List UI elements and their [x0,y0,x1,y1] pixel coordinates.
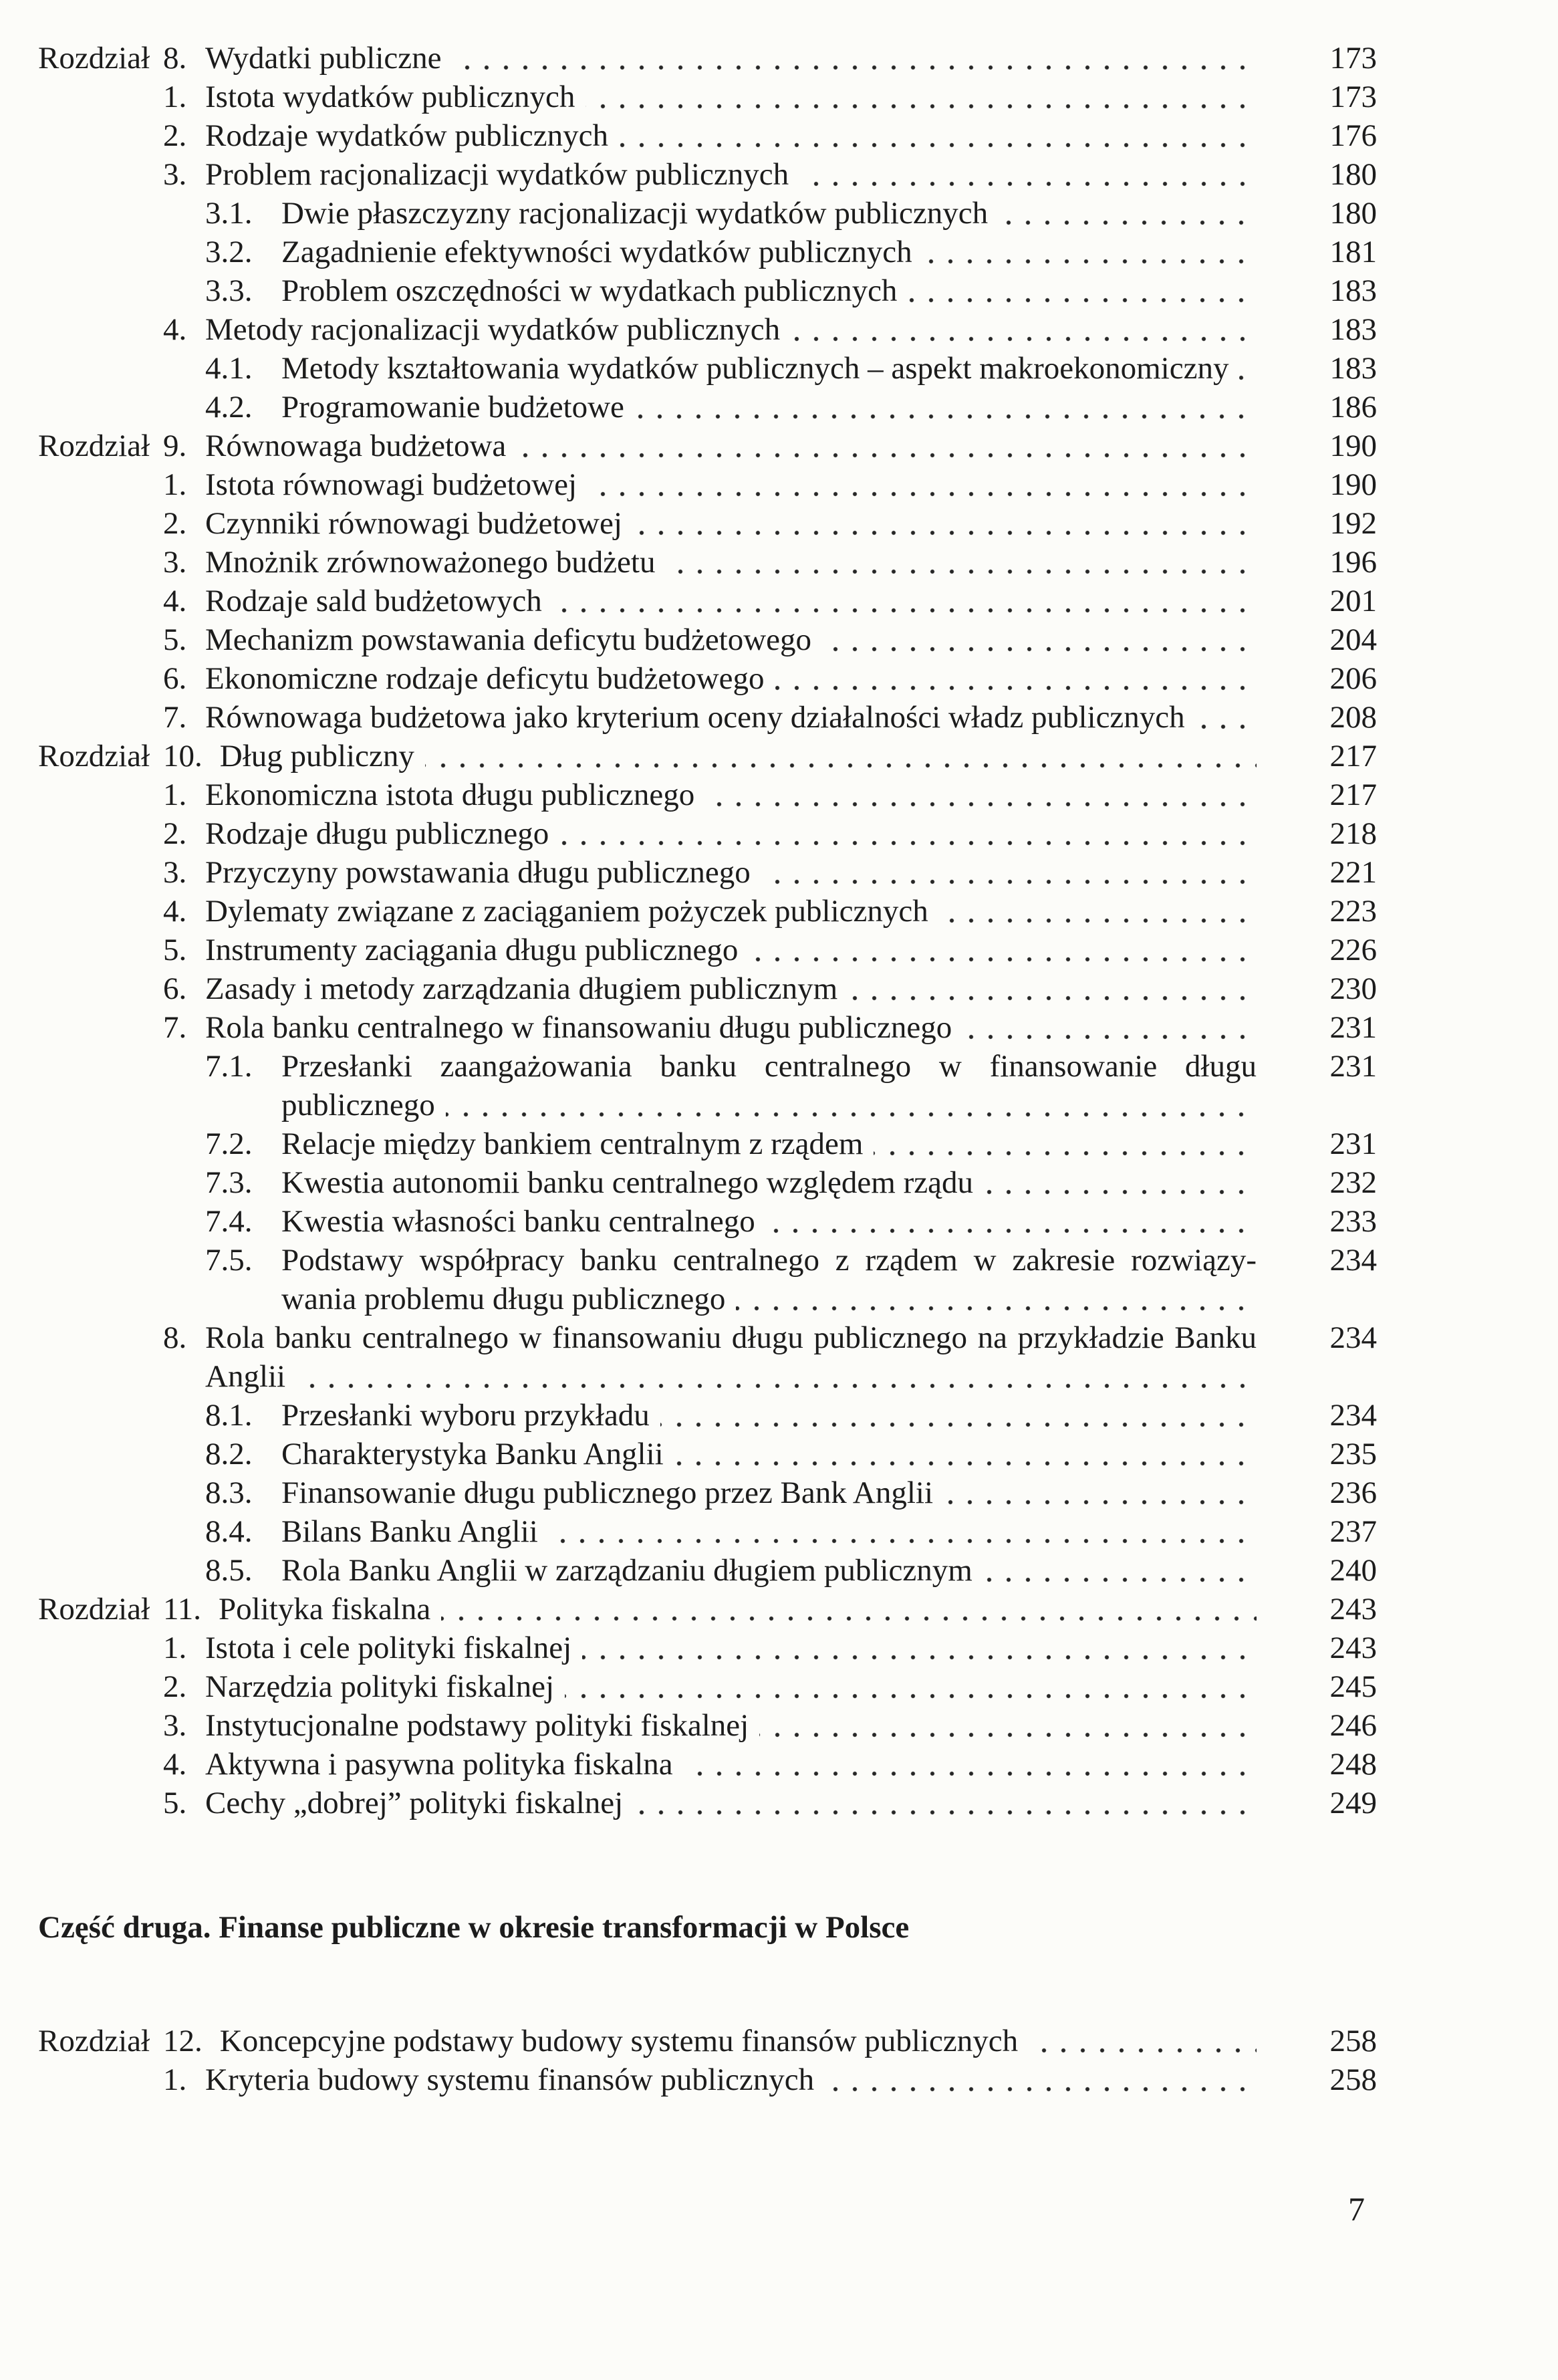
entry-page: 186 [1329,390,1377,425]
entry-number: 7.3. [205,1165,253,1200]
toc-entry [38,1590,1377,1629]
entry-title-block [205,1706,1257,1745]
entry-page: 173 [1329,80,1377,114]
entry-title-block [281,1124,1257,1163]
entry-title-block [205,582,1257,620]
entry-number: 10. [163,739,203,774]
entry-title-block [205,698,1257,737]
entry-title-block [219,1590,1257,1629]
toc-entry [38,504,1377,543]
toc-entry [38,2022,1377,2060]
entry-title: Zasady i metody zarządzania długiem publicznym [205,967,848,1014]
entry-title: Rola banku centralnego w finansowaniu długu publicznego na przykładzie Banku Anglii [205,1316,1257,1402]
chapter-label: Rozdział [38,2024,150,2058]
toc-entry [38,892,1377,931]
entry-title-block [220,737,1257,776]
entry-page: 245 [1329,1669,1377,1704]
entry-title-block [281,1512,1257,1551]
toc-entry [38,969,1377,1008]
entry-title-block [281,1396,1257,1435]
chapter-label: Rozdział [38,41,150,76]
entry-number: 1. [163,2062,187,2097]
entry-page: 236 [1329,1475,1377,1510]
entry-page: 180 [1329,157,1377,192]
toc-entry [38,1551,1377,1590]
entry-title: Dług publiczny [220,735,425,782]
entry-number: 1. [163,778,187,812]
toc-entry [38,349,1377,388]
entry-title: Metody kształtowania wydatków publicznych – aspekt makroekonomiczny [281,347,1239,394]
toc-entry [38,1318,1377,1396]
toc-entry [38,78,1377,116]
toc-entry [38,427,1377,465]
entry-page: 196 [1329,545,1377,580]
entry-title-block [205,1008,1257,1047]
entry-title: Problem oszczędności w wydatkach publicznych [281,269,908,316]
entry-title-block [281,194,1257,233]
entry-page: 234 [1329,1243,1377,1278]
chapter-label: Rozdział [38,739,150,774]
entry-title: Narzędzia polityki fiskalnej [205,1665,565,1712]
entry-page: 201 [1329,584,1377,618]
entry-page: 243 [1329,1631,1377,1665]
entry-page: 180 [1329,196,1377,231]
entry-page: 235 [1329,1437,1377,1471]
entry-page: 183 [1329,312,1377,347]
entry-number: 6. [163,971,187,1006]
entry-number: 4. [163,1747,187,1782]
toc-entry [38,1396,1377,1435]
entry-page: 231 [1329,1010,1377,1045]
page-number: 7 [1348,2190,1365,2228]
entry-title: Problem racjonalizacji wydatków publicznych [205,153,799,200]
entry-title: Dylematy związane z zaciąganiem pożyczek publicznych [205,890,939,937]
entry-title: Wydatki publiczne [205,37,452,84]
toc-entry [38,543,1377,582]
toc-entry [38,776,1377,814]
entry-page: 233 [1329,1204,1377,1239]
entry-title-block [205,1784,1257,1822]
entry-page: 231 [1329,1126,1377,1161]
entry-number: 8.2. [205,1437,253,1471]
toc-entry [38,582,1377,620]
entry-title-block [205,155,1257,194]
entry-title-block [205,814,1257,853]
entry-title-block [205,1318,1257,1396]
entry-number: 3.2. [205,235,253,269]
entry-number: 11. [163,1592,202,1627]
entry-title: Istota równowagi budżetowej [205,463,588,510]
toc-entry [38,1047,1377,1124]
entry-number: 3. [163,1708,187,1743]
entry-number: 8.3. [205,1475,253,1510]
toc-entry [38,659,1377,698]
entry-number: 6. [163,661,187,696]
entry-number: 3. [163,855,187,890]
entry-title-block [205,116,1257,155]
entry-title-block [220,2022,1257,2060]
entry-number: 7. [163,700,187,735]
toc-entry [38,116,1377,155]
entry-title-block [205,969,1257,1008]
toc-entry [38,1784,1377,1822]
entry-title: Rola banku centralnego w finansowaniu długu publicznego [205,1006,962,1053]
entry-title: Przesłanki zaangażowania banku centralnego w finansowanie długu publicznego [281,1045,1257,1130]
entry-title-block [205,620,1257,659]
entry-title-block [281,233,1257,271]
entry-number: 8.5. [205,1553,253,1588]
entry-title-block [205,931,1257,969]
entry-page: 234 [1329,1320,1377,1355]
entry-number: 8. [163,1320,187,1355]
entry-number: 4.1. [205,351,253,386]
entry-title-block [205,504,1257,543]
entry-title-block [281,388,1257,427]
entry-number: 7.1. [205,1049,253,1084]
toc-entry [38,1435,1377,1473]
entry-number: 8.4. [205,1514,253,1549]
entry-number: 5. [163,933,187,967]
entry-page: 206 [1329,661,1377,696]
toc-entry [38,1202,1377,1241]
entry-title: Dwie płaszczyzny racjonalizacji wydatków publicznych [281,192,999,239]
entry-title: Czynniki równowagi budżetowej [205,502,633,549]
entry-page: 218 [1329,816,1377,851]
toc-entry [38,698,1377,737]
entry-title: Cechy „dobrej” polityki fiskalnej [205,1782,634,1828]
entry-title: Polityka fiskalna [219,1588,441,1635]
entry-title: Równowaga budżetowa [205,425,517,471]
entry-page: 192 [1329,506,1377,541]
toc-entry [38,2060,1377,2099]
entry-title: Przyczyny powstawania długu publicznego [205,851,761,898]
entry-title: Instytucjonalne podstawy polityki fiskalnej [205,1704,759,1751]
entry-page: 231 [1329,1049,1377,1084]
entry-title: Kwestia autonomii banku centralnego względem rządu [281,1161,984,1208]
toc-entry [38,1512,1377,1551]
entry-page: 248 [1329,1747,1377,1782]
entry-page: 221 [1329,855,1377,890]
entry-page: 230 [1329,971,1377,1006]
toc-entry [38,233,1377,271]
entry-number: 7.4. [205,1204,253,1239]
entry-title: Programowanie budżetowe [281,386,635,433]
toc-entry [38,1667,1377,1706]
entry-title-block [205,892,1257,931]
entry-number: 1. [163,467,187,502]
entry-title-block [205,465,1257,504]
entry-page: 258 [1329,2024,1377,2058]
entry-title-block [281,1241,1257,1318]
entry-number: 1. [163,80,187,114]
entry-title: Zagadnienie efektywności wydatków publicznych [281,231,923,277]
entry-title: Koncepcyjne podstawy budowy systemu finansów publicznych [220,2020,1029,2066]
entry-number: 5. [163,622,187,657]
toc-entry [38,1629,1377,1667]
entry-page: 240 [1329,1553,1377,1588]
entry-page: 249 [1329,1786,1377,1820]
entry-title-block [205,659,1257,698]
toc-entry [38,1008,1377,1047]
entry-page: 183 [1329,273,1377,308]
entry-title-block [281,271,1257,310]
toc-entry [38,310,1377,349]
entry-title-block [281,1202,1257,1241]
entry-title-block [205,310,1257,349]
entry-page: 190 [1329,429,1377,463]
entry-title: Kryteria budowy systemu finansów publicznych [205,2058,825,2105]
entry-number: 3. [163,157,187,192]
entry-number: 2. [163,506,187,541]
entry-number: 5. [163,1786,187,1820]
entry-title-block [205,2060,1257,2099]
entry-number: 9. [163,429,187,463]
toc-entry [38,1706,1377,1745]
toc-entry [38,931,1377,969]
entry-title-block [205,39,1257,78]
entry-number: 7.2. [205,1126,253,1161]
toc-entry [38,271,1377,310]
entry-number: 8.1. [205,1398,253,1433]
entry-title-block [281,1473,1257,1512]
entry-number: 3. [163,545,187,580]
entry-number: 7. [163,1010,187,1045]
entry-title: Ekonomiczna istota długu publicznego [205,774,705,820]
entry-page: 243 [1329,1592,1377,1627]
toc-entry [38,620,1377,659]
toc-entry [38,853,1377,892]
toc-entry [38,1124,1377,1163]
toc-entry [38,465,1377,504]
entry-page: 204 [1329,622,1377,657]
entry-title: Rodzaje wydatków publicznych [205,114,619,161]
toc-entry [38,155,1377,194]
entry-title: Mechanizm powstawania deficytu budżetowego [205,618,822,665]
entry-title: Równowaga budżetowa jako kryterium oceny działalności władz publicznych [205,696,1196,743]
entry-number: 3.3. [205,273,253,308]
entry-page: 173 [1329,41,1377,76]
entry-title: Mnożnik zrównoważonego budżetu [205,541,666,588]
entry-title: Charakterystyka Banku Anglii [281,1433,674,1479]
entry-page: 181 [1329,235,1377,269]
toc-part-2 [38,2022,1377,2099]
entry-title: Przesłanki wyboru przykładu [281,1394,660,1441]
entry-number: 7.5. [205,1243,253,1278]
entry-page: 237 [1329,1514,1377,1549]
entry-number: 3.1. [205,196,253,231]
entry-number: 1. [163,1631,187,1665]
entry-page: 217 [1329,778,1377,812]
entry-title-block [205,427,1257,465]
entry-number: 2. [163,1669,187,1704]
entry-page: 190 [1329,467,1377,502]
entry-number: 4. [163,312,187,347]
entry-page: 183 [1329,351,1377,386]
entry-title: Kwestia własności banku centralnego [281,1200,766,1247]
entry-title-block [205,776,1257,814]
entry-title: Finansowanie długu publicznego przez Bank Anglii [281,1471,944,1518]
entry-page: 223 [1329,894,1377,929]
entry-title: Istota i cele polityki fiskalnej [205,1627,582,1673]
toc-entry [38,39,1377,78]
entry-page: 234 [1329,1398,1377,1433]
entry-title: Rodzaje sald budżetowych [205,580,553,626]
entry-title: Aktywna i pasywna polityka fiskalna [205,1743,684,1790]
toc-entry [38,1163,1377,1202]
entry-title-block [205,853,1257,892]
entry-number: 2. [163,118,187,153]
entry-title-block [205,78,1257,116]
entry-title: Rola Banku Anglii w zarządzaniu długiem publicznym [281,1549,983,1596]
toc-entry [38,814,1377,853]
entry-number: 4. [163,894,187,929]
toc-entry [38,194,1377,233]
entry-title-block [205,1667,1257,1706]
entry-page: 176 [1329,118,1377,153]
toc-part-1 [38,39,1377,1822]
chapter-label: Rozdział [38,1592,150,1627]
entry-title: Instrumenty zaciągania długu publicznego [205,929,749,975]
entry-number: 2. [163,816,187,851]
entry-page: 226 [1329,933,1377,967]
toc-entry [38,388,1377,427]
entry-page: 208 [1329,700,1377,735]
entry-title: Ekonomiczne rodzaje deficytu budżetowego [205,657,775,704]
toc-entry [38,737,1377,776]
toc-entry [38,1473,1377,1512]
entry-title-block [205,1629,1257,1667]
entry-title: Metody racjonalizacji wydatków publicznych [205,308,791,355]
entry-title-block [281,349,1257,388]
entry-page: 217 [1329,739,1377,774]
entry-title-block [205,1745,1257,1784]
entry-title: Relacje między bankiem centralnym z rządem [281,1122,874,1169]
entry-title-block [281,1435,1257,1473]
entry-title-block [281,1551,1257,1590]
entry-title-block [205,543,1257,582]
entry-title: Rodzaje długu publicznego [205,812,559,859]
entry-title-block [281,1163,1257,1202]
entry-page: 246 [1329,1708,1377,1743]
part-heading: Część druga. Finanse publiczne w okresie transformacji w Polsce [38,1910,910,1945]
entry-page: 232 [1329,1165,1377,1200]
entry-page: 258 [1329,2062,1377,2097]
entry-title: Bilans Banku Anglii [281,1510,549,1557]
toc-entry [38,1745,1377,1784]
entry-title: Podstawy współpracy banku centralnego z rządem w zakresie rozwiązywania problemu długu publicznego [281,1239,1257,1324]
entry-number: 4.2. [205,390,253,425]
entry-title-block [281,1047,1257,1124]
chapter-label: Rozdział [38,429,150,463]
entry-number: 8. [163,41,187,76]
entry-title: Istota wydatków publicznych [205,76,586,122]
entry-number: 12. [163,2024,203,2058]
entry-number: 4. [163,584,187,618]
toc-entry [38,1241,1377,1318]
